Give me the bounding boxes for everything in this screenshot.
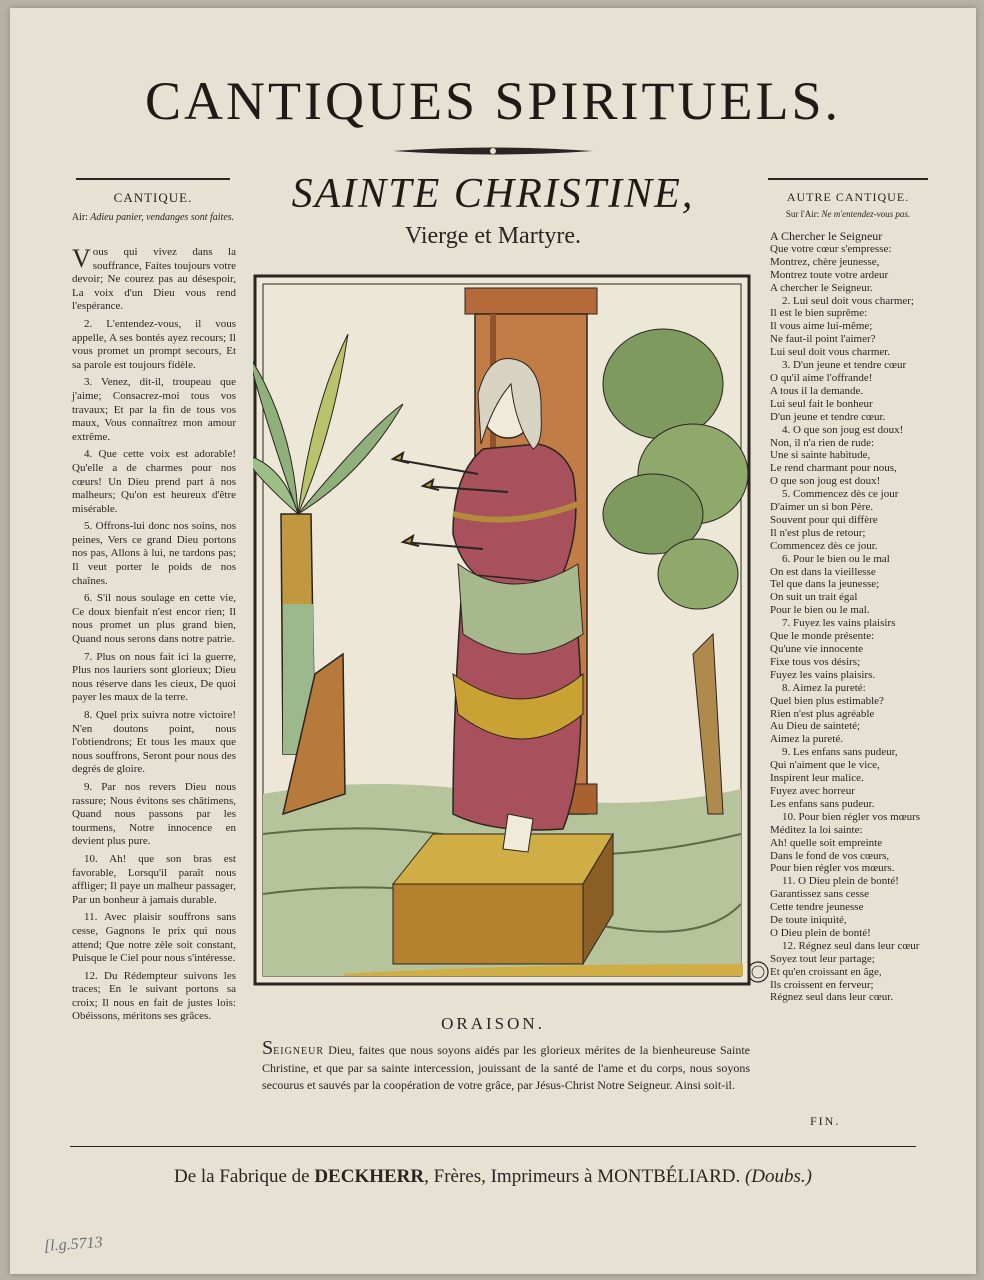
right-stanza [770,488,940,553]
right-stanza-line: Souvent pour qui diffère [770,513,878,526]
right-stanza [770,424,940,489]
left-verse-text: 2. L'entendez-vous, il vous appelle, A ses bontés ayez recours; Il vous promet un prompt secours, Et sa parole est toujours fidèle. [72,317,236,371]
right-stanza-line: D'un jeune et tendre cœur. [770,410,886,423]
martyr-illustration [253,274,751,986]
right-stanza-line: 4. O que son joug est doux! [782,423,904,436]
shelfmark-annotation: [l.g.5713 [43,1233,104,1256]
right-stanza-line: Soyez tout leur partage; [770,952,875,965]
left-verse [72,318,236,372]
right-stanza-line: Régnez seul dans leur cœur. [770,991,894,1004]
left-verse-text: 3. Venez, dit-il, troupeau que j'aime; Consacrez-moi tous vos travaux; Et par la fin de tous vos maux, Vous connaîtrez mon amour extrême. [72,376,236,443]
right-stanza-line: 2. Lui seul doit vous charmer; [782,294,914,307]
left-verse-text: 9. Par nos revers Dieu nous rassure; Nous évitons ses châtimens, Quand nous passons par les tourmens, Notre innocence en devient plus pure. [72,780,236,848]
right-stanza-line: Les enfans sans pudeur. [770,797,875,810]
right-stanza-line: Montrez toute votre ardeur [770,268,889,281]
right-stanza-line: 6. Pour le bien ou le mal [782,552,890,565]
imprint-department: (Doubs.) [744,1166,812,1187]
right-stanza-line: Non, il n'a rien de rude: [770,436,875,449]
right-stanza-line: Lui seul doit vous charmer. [770,346,891,359]
right-stanza-line: Garantissez sans cesse [770,888,869,901]
left-verse [72,970,236,1024]
left-verse-text: 10. Ah! que son bras est favorable, Lorsqu'il paraît nous affliger; Il paye un malheur passager, Par un bonheur à jamais durable. [72,852,236,906]
left-verse [72,448,236,516]
left-verse-text: 4. Que cette voix est adorable! Qu'elle a de charmes pour nos cœurs! Un Dieu prend part à nos malheurs; Qu'on est heureux d'être misérable. [72,448,236,515]
saint-subtitle: Vierge et Martyre. [404,223,582,249]
left-verse-text: ous qui vivez dans la souffrance, Faites toujours votre devoir; Ne courez pas au désespoir, La voix d'un Dieu vous rend l'espérance. [72,246,236,313]
left-verse-text: 6. S'il nous soulage en cette vie, Ce doux bienfait n'est encor rien; Il nous promet un plus grand bien, Quand nous serons dans notre patrie. [72,592,236,646]
left-verse [72,376,236,444]
oraison-body: Dieu, faites que nous soyons aidés par les glorieux mérites de la bienheureuse Sainte Christine, et que par sa sainte intercession, jouissant de la santé de l'ame et du corps, nous soyons secourus et sauvés par la coopération de votre grâce, par Jésus-Christ Notre Seigneur. Ainsi soit-il. [262,1043,750,1092]
right-stanza-line: Lui seul fait le bonheur [770,397,873,410]
right-stanza-line: 5. Commencez dès ce jour [782,488,899,501]
right-stanza-line: Fixe tous vos désirs; [770,655,861,668]
left-verse [72,853,236,907]
right-stanza-line: Ah! quelle soit empreinte [770,836,883,849]
right-stanza-line: Pour le bien ou le mal. [770,604,870,617]
oraison-text [262,1037,750,1094]
saint-title: SAINTE CHRISTINE, [291,171,695,217]
right-stanza [770,811,940,876]
left-verse [72,911,236,965]
right-stanza [770,553,940,618]
left-cantique-heading: CANTIQUE. [113,190,193,205]
left-verse-text: 8. Quel prix suivra notre victoire! N'en doutons point, nous l'obtiendrons; Et tous les maux que nous souffrons, Seront pour nous des degrés de gloire. [72,709,236,776]
right-stanza-line: 7. Fuyez les vains plaisirs [782,617,896,630]
left-air [70,212,236,224]
left-verse [72,592,236,646]
right-stanza [770,746,940,811]
right-stanza-line: Le rend charmant pour nous, [770,462,897,475]
right-stanza-line: Fuyez avec horreur [770,784,855,797]
fin-mark: FIN. [810,1114,841,1128]
right-stanza-line: Aimez la pureté. [770,733,843,746]
right-cantique-stanzas [770,230,940,1004]
right-stanza-line: A tous il la demande. [770,384,864,397]
left-verse-text: 7. Plus on nous fait ici la guerre, Plus nos lauriers sont glorieux; Dieu nous réserve dans les cieux, De quoi payer les maux de la terre. [72,650,236,704]
right-heading-rule [768,178,928,180]
right-stanza-line: Fuyez les vains plaisirs. [770,668,876,681]
right-stanza-line: Dans le fond de vos cœurs, [770,849,890,862]
imprint-middle: , Frères, Imprimeurs à [424,1166,598,1187]
right-stanza-line: On suit un trait égal [770,591,858,604]
right-air-label: Sur l'Air: [785,209,820,219]
right-stanza-line: A chercher le Seigneur. [770,281,873,294]
imprint-city: MONTBÉLIARD. [597,1166,741,1187]
right-stanza [770,617,940,682]
right-stanza-line: Que votre cœur s'empresse: [770,242,892,255]
right-stanza-line: De toute iniquité, [770,914,847,927]
imprint-printer-name: DECKHERR [314,1166,425,1187]
left-verse-text: 5. Offrons-lui donc nos soins, nos peines, Vers ce grand Dieu portons nos pas, Allons à lui, ne tardons pas; Il veut porter le poids de nos chaînes. [72,520,236,587]
library-stamp [746,960,770,984]
page-title: CANTIQUES SPIRITUELS. [144,71,842,131]
left-verse [72,520,236,588]
oraison-smallcaps: EIGNEUR [273,1046,325,1057]
right-stanza-line: Que le monde présente: [770,630,875,643]
right-stanza-line: Ils croissent en ferveur; [770,978,874,991]
right-stanza-line: Ne faut-il point l'aimer? [770,333,876,346]
right-stanza [770,875,940,940]
oraison-heading: ORAISON. [441,1014,545,1033]
broadside-sheet [10,8,976,1274]
left-verse-text: 11. Avec plaisir souffrons sans cesse, Gagnons le prix qui nous attend; Que notre zèle soit constant, Puisque le Ciel pour nous s'intéresse. [72,911,236,965]
right-air-tune: Ne m'entendez-vous pas. [821,209,911,219]
right-stanza-line: Au Dieu de sainteté; [770,720,861,733]
left-verse [72,709,236,777]
right-air [762,208,934,220]
right-stanza-line: 9. Les enfans sans pudeur, [782,746,898,759]
right-stanza-line: D'aimer un si bon Père. [770,501,874,514]
left-cantique-verses [72,246,236,1028]
right-stanza-line: Qui n'aiment que le vice, [770,759,880,772]
right-stanza-line: 12. Régnez seul dans leur cœur [782,939,920,952]
imprint-rule [70,1146,916,1147]
right-stanza-line: Tel que dans la jeunesse; [770,578,880,591]
right-stanza-line: Et qu'en croissant en âge, [770,965,882,978]
printer-imprint [10,1166,976,1188]
right-cantique-heading: AUTRE CANTIQUE. [786,190,910,204]
right-stanza-line: Il vous aime lui-même; [770,320,873,333]
left-dropcap: V [72,244,91,273]
right-stanza [770,940,940,1005]
right-stanza-line: Montrez, chère jeunesse, [770,255,880,268]
right-stanza-line: Une si sainte habitude, [770,449,871,462]
right-stanza-line: Il n'est plus de retour; [770,526,866,539]
right-stanza-line: A Chercher le Seigneur [770,229,883,243]
right-stanza-line: Il est le bien suprême: [770,307,868,320]
ornament-rule [393,144,593,158]
right-stanza-line: O qu'il aime l'offrande! [770,371,873,384]
imprint-prefix: De la Fabrique de [173,1166,315,1187]
right-stanza-line: Cette tendre jeunesse [770,901,864,914]
right-stanza-line: Quel bien plus estimable? [770,694,884,707]
right-stanza-line: 3. D'un jeune et tendre cœur [782,359,907,372]
left-verse [72,781,236,849]
right-stanza-line: O Dieu plein de bonté! [770,926,871,939]
right-stanza-line: Méditez la loi sainte: [770,823,863,836]
right-stanza-line: 11. O Dieu plein de bonté! [782,875,899,888]
left-air-tune: Adieu panier, vendanges sont faites. [90,212,235,223]
right-stanza [770,359,940,424]
right-stanza-line: 8. Aimez la pureté: [782,681,866,694]
right-stanza [770,682,940,747]
right-stanza-line: On est dans la vieillesse [770,565,876,578]
left-verse [72,651,236,705]
right-stanza [770,230,940,295]
right-stanza-line: Commencez dès ce jour. [770,539,878,552]
right-stanza-line: Inspirent leur malice. [770,772,864,785]
right-stanza-line: Pour bien régler vos mœurs. [770,862,895,875]
right-stanza-line: 10. Pour bien régler vos mœurs [782,810,921,823]
right-stanza-line: Rien n'est plus agréable [770,707,875,720]
left-air-label: Air: [71,212,88,223]
right-stanza-line: Qu'une vie innocente [770,643,864,655]
oraison-dropcap: S [262,1037,274,1059]
right-stanza [770,295,940,360]
left-verse [72,246,236,314]
left-verse-text: 12. Du Rédempteur suivons les traces; En le suivant portons sa croix; Il nous en fait de justes lois: Obéissons, méritons ses grâces. [72,969,236,1023]
right-stanza-line: O que son joug est doux! [770,475,881,488]
left-heading-rule [76,178,230,180]
